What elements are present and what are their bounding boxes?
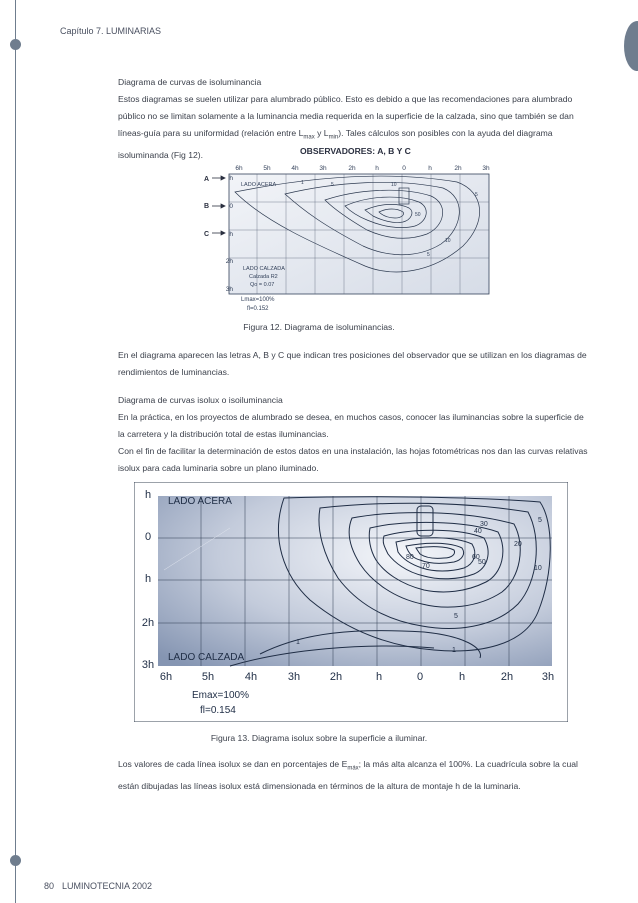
svg-text:h: h (144, 489, 152, 501)
svg-text:B: B (204, 203, 210, 210)
svg-text:5h: 5h (201, 671, 215, 683)
svg-text:3h: 3h (225, 286, 233, 293)
svg-text:30: 30 (480, 521, 488, 528)
observers-title: OBSERVADORES: A, B Y C (300, 146, 411, 156)
publication-name: LUMINOTECNIA 2002 (62, 881, 153, 891)
svg-text:2h: 2h (348, 165, 356, 172)
svg-text:A: A (204, 176, 210, 183)
svg-text:C: C (204, 231, 210, 238)
paragraph-isolux-values: Los valores de cada línea isolux se dan en porcentajes de $E_{máx}$; la más alta alcanza el 100%. La cuadrícula sobre la cual están dibujadas las líneas isolux está dimensionada en términos de la altura de montaje h de la luminaria. (118, 759, 578, 791)
svg-text:3h: 3h (482, 165, 490, 172)
svg-text:2h: 2h (329, 671, 343, 683)
svg-text:0: 0 (402, 165, 406, 172)
page-footer (44, 881, 160, 891)
section-title: Diagrama de curvas isolux o isoiluminancia (118, 395, 283, 405)
svg-text:10: 10 (445, 238, 451, 244)
svg-text:6h: 6h (235, 165, 243, 172)
fl-value: fl=0.152 (247, 306, 269, 312)
svg-text:5: 5 (427, 252, 430, 258)
svg-text:h: h (375, 165, 379, 172)
svg-text:70: 70 (422, 563, 430, 570)
svg-text:40: 40 (474, 528, 482, 535)
svg-text:3h: 3h (287, 671, 301, 683)
svg-text:5: 5 (538, 517, 542, 524)
section-body: Estos diagramas se suelen utilizar para alumbrado público. Esto es debido a que las recomendaciones para alumbrado público no se limitan solamente a la luminancia media requerida en la superficie de la calzada, sino que también se dan líneas-guía para su uniformidad (relación entre $L_{max}$ y $L_{min}$). Tales cálculos son posibles con la ayuda del diagrama isoluminanda (Fig 12). (118, 94, 574, 160)
plot-area (158, 496, 552, 666)
svg-text:4h: 4h (291, 165, 299, 172)
isoluminance-diagram (195, 162, 515, 314)
observer-arrows (212, 176, 225, 235)
chapter-header: Capítulo 7. LUMINARIAS (60, 26, 162, 36)
svg-text:6h: 6h (159, 671, 173, 683)
svg-text:50: 50 (478, 559, 486, 566)
roadway-class: Calzada R2 (249, 274, 278, 280)
page-number: 80 (44, 881, 55, 891)
svg-text:2h: 2h (500, 671, 514, 683)
x-axis-ticks (235, 165, 490, 172)
binding-dot-bottom (10, 855, 21, 866)
svg-text:1: 1 (452, 647, 456, 654)
qo-value: Qo = 0.07 (250, 282, 275, 288)
emax-value: Emax=100% (192, 690, 249, 701)
observer-markers (204, 176, 209, 238)
svg-text:h: h (458, 671, 466, 683)
svg-text:h: h (229, 175, 233, 182)
svg-text:5: 5 (475, 192, 478, 198)
margin-rule (15, 0, 16, 903)
svg-text:h: h (428, 165, 432, 172)
paragraph-observers: En el diagrama aparecen las letras A, B y C que indican tres posiciones del observador que se utilizan en los diagramas de rendimientos de luminancias. (118, 350, 587, 377)
svg-text:4h: 4h (244, 671, 258, 683)
figure12-caption: Figura 12. Diagrama de isoluminancias. (243, 322, 395, 332)
isolux-diagram (134, 482, 568, 722)
svg-text:10: 10 (534, 565, 542, 572)
svg-text:3h: 3h (141, 659, 155, 671)
sidewalk-side-label: LADO ACERA (168, 496, 232, 507)
roadway-side-label: LADO CALZADA (168, 652, 245, 663)
svg-text:2h: 2h (454, 165, 462, 172)
svg-text:2h: 2h (141, 617, 155, 629)
page-tab-marker (624, 21, 638, 71)
section-body: En la práctica, en los proyectos de alumbrado se desea, en muchos casos, conocer las iluminancias sobre la superficie de la carretera y la distribución total de estas iluminancias. (118, 412, 584, 439)
svg-text:h: h (375, 671, 383, 683)
svg-text:80: 80 (406, 554, 414, 561)
svg-text:0: 0 (144, 531, 152, 543)
svg-text:h: h (144, 573, 152, 585)
svg-text:3h: 3h (319, 165, 327, 172)
fl-value: fl=0.154 (200, 705, 236, 716)
section-isolux (118, 392, 588, 477)
svg-text:5h: 5h (263, 165, 271, 172)
svg-text:3h: 3h (541, 671, 555, 683)
svg-text:1: 1 (296, 639, 300, 646)
svg-text:1: 1 (301, 180, 304, 186)
section-title: Diagrama de curvas de isoluminancia (118, 77, 262, 87)
svg-text:h: h (229, 231, 233, 238)
figure13-caption: Figura 13. Diagrama isolux sobre la superficie a iluminar. (210, 733, 428, 743)
svg-text:5: 5 (454, 613, 458, 620)
svg-text:10: 10 (391, 182, 397, 188)
roadway-side-label: LADO CALZADA (243, 266, 285, 272)
sidewalk-side-label: LADO ACERA (241, 182, 277, 188)
section-body: Con el fin de facilitar la determinación de estos datos en una instalación, las hojas fotométricas nos dan las curvas relativas isolux para cada luminaria sobre un plano iluminado. (118, 446, 588, 473)
svg-text:50: 50 (415, 212, 421, 218)
svg-text:20: 20 (514, 541, 522, 548)
svg-text:0: 0 (229, 203, 233, 210)
lmax-value: Lmax=100% (241, 297, 275, 303)
svg-text:60: 60 (472, 554, 480, 561)
svg-text:5: 5 (331, 182, 334, 188)
svg-text:2h: 2h (225, 258, 233, 265)
binding-dot-top (10, 39, 21, 50)
svg-text:0: 0 (416, 671, 424, 683)
